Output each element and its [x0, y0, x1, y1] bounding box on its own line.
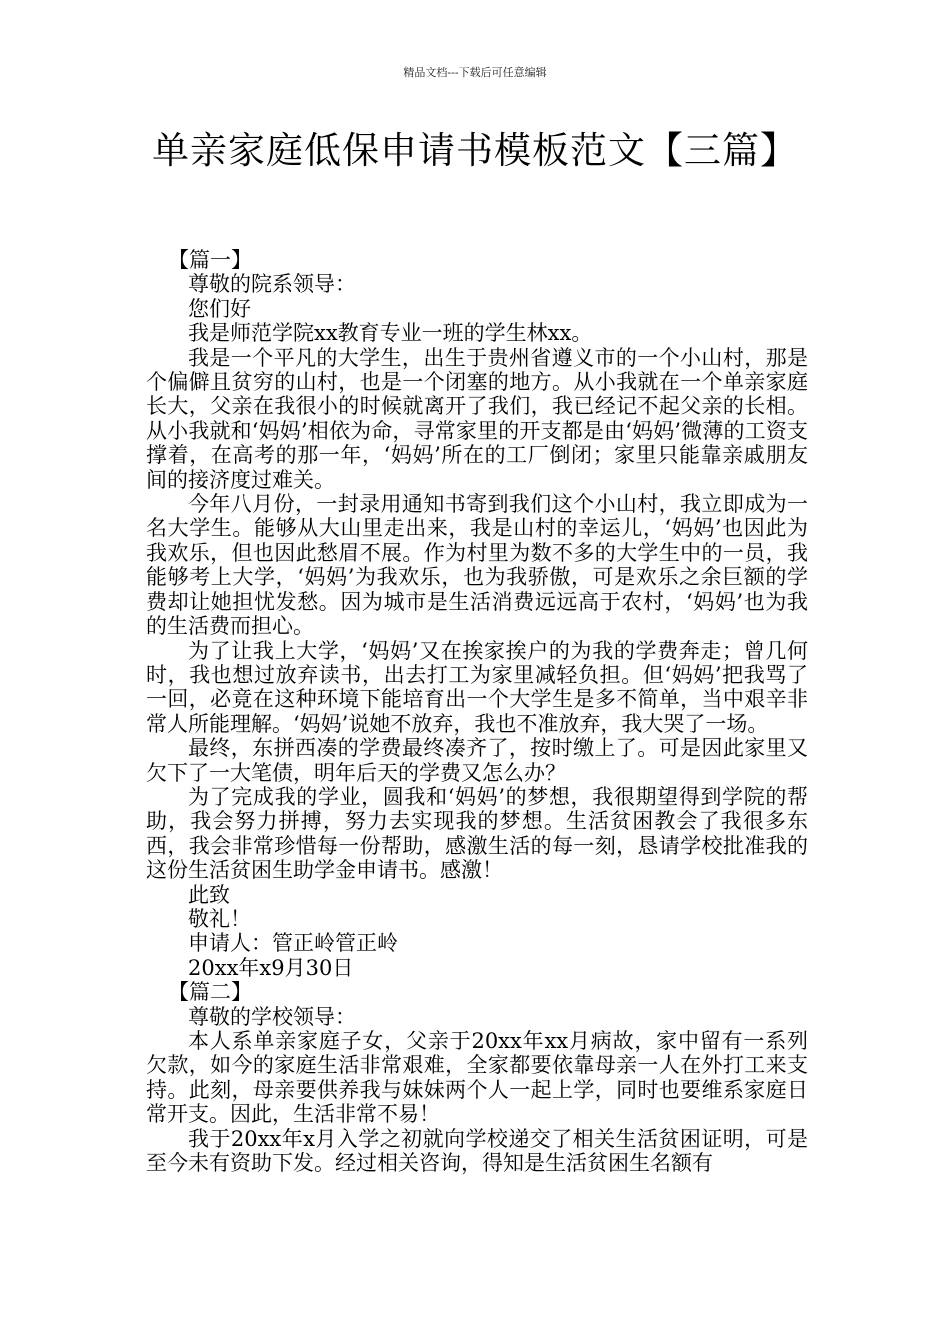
body-paragraph: 今年八月份，一封录用通知书寄到我们这个小山村，我立即成为一名大学生。能够从大山里走出来，我是山村的幸运儿，‘妈妈’也因此为我欢乐，但也因此愁眉不展。作为村里为数不多的大学生中的一员，我能够考上大学，‘妈妈’为我欢乐，也为我骄傲，可是欢乐之余巨额的学费却让她担忧发愁。因为城市是生活消费远远高于农村，‘妈妈’也为我的生活费而担心。	[146, 492, 808, 639]
body-paragraph: 我是师范学院xx教育专业一班的学生林xx。	[188, 321, 593, 346]
closing-line: 此致	[188, 882, 230, 907]
body-paragraph: 最终，东拼西凑的学费最终凑齐了，按时缴上了。可是因此家里又欠下了一大笔债，明年后天的学费又怎么办？	[146, 736, 808, 785]
body-paragraph: 为了完成我的学业，圆我和‘妈妈’的梦想，我很期望得到学院的帮助，我会努力拼搏，努力去实现我的梦想。生活贫困教会了我很多东西，我会非常珍惜每一份帮助，感激生活的每一刻，恳请学校批准我的这份生活贫困生助学金申请书。感激！	[146, 784, 808, 883]
body-paragraph: 本人系单亲家庭子女，父亲于20xx年xx月病故，家中留有一系列欠款，如今的家庭生活非常艰难，全家都要依靠母亲一人在外打工来支持。此刻，母亲要供养我与妹妹两个人一起上学，同时也要维系家庭日常开支。因此，生活非常不易！	[146, 1029, 808, 1127]
greeting: 您们好	[188, 296, 251, 321]
header-note: 精品文档---下载后可任意编辑	[403, 66, 547, 79]
section-heading: 【篇一】	[168, 248, 252, 272]
body-paragraph: 为了让我上大学，‘妈妈’又在挨家挨户的为我的学费奔走；曾几何时，我也想过放弃读书，出去打工为家里减轻负担。但‘妈妈’把我骂了一回，必竟在这种环境下能培育出一个大学生是多不简单，当中艰辛非常人所能理解。‘妈妈’说她不放弃，我也不准放弃，我大哭了一场。	[146, 638, 808, 736]
section-heading: 【篇二】	[168, 980, 252, 1005]
document-body	[146, 248, 808, 1175]
document-title: 单亲家庭低保申请书模板范文【三篇】	[152, 129, 798, 172]
applicant-signature: 申请人：管正岭管正岭	[188, 931, 398, 956]
body-paragraph: 我于20xx年x月入学之初就向学校递交了相关生活贫困证明，可是至今未有资助下发。经过相关咨询，得知是生活贫困生名额有	[146, 1126, 808, 1176]
salutation: 尊敬的学校领导：	[188, 1004, 356, 1029]
closing-salute: 敬礼！	[188, 906, 251, 931]
salutation: 尊敬的院系领导：	[188, 272, 356, 297]
application-date: 20xx年x9月30日	[188, 955, 354, 980]
body-paragraph: 我是一个平凡的大学生，出生于贵州省遵义市的一个小山村，那是个偏僻且贫穷的山村，也是一个闭塞的地方。从小我就在一个单亲家庭长大，父亲在我很小的时候就离开了我们，我已经记不起父亲的长相。从小我就和‘妈妈’相依为命，寻常家里的开支都是由‘妈妈’微薄的工资支撑着，在高考的那一年，‘妈妈’所在的工厂倒闭；家里只能靠亲戚朋友间的接济度过难关。	[146, 345, 808, 492]
